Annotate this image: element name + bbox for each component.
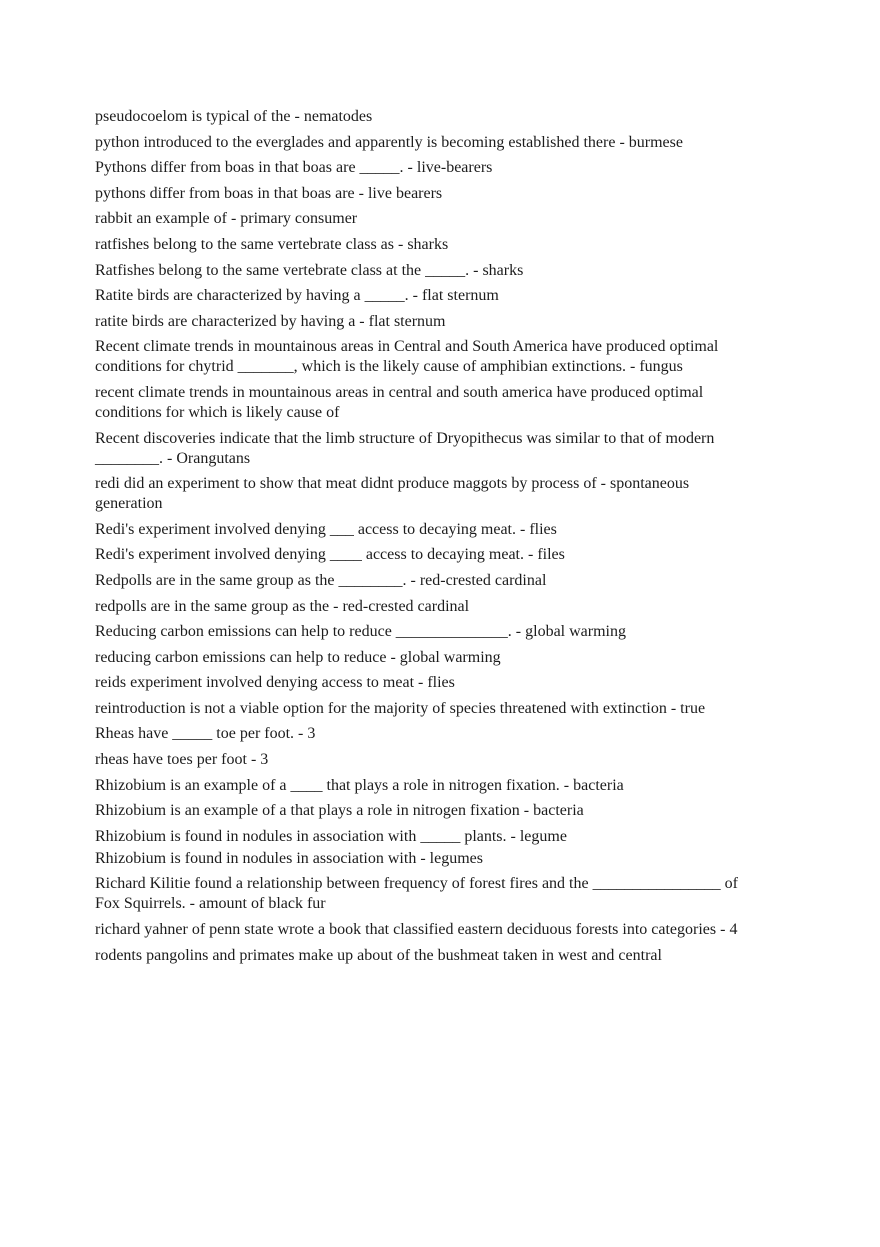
- flashcard-entry: rabbit an example of - primary consumer: [95, 210, 358, 228]
- flashcard-entry: reintroduction is not a viable option for the majority of species threatened with extinction - true: [95, 699, 706, 717]
- flashcard-entry: redi did an experiment to show that meat didnt produce maggots by process of - spontaneous generation: [95, 475, 690, 513]
- flashcard-entry: Recent discoveries indicate that the limb structure of Dryopithecus was similar to that of modern ________. - Orangutans: [95, 429, 715, 467]
- flashcard-entry: Rhizobium is an example of a ____ that plays a role in nitrogen fixation. - bacteria: [95, 776, 624, 794]
- flashcard-entry: Pythons differ from boas in that boas are _____. - live-bearers: [95, 159, 493, 177]
- flashcard-entry: reids experiment involved denying access to meat - flies: [95, 674, 455, 692]
- flashcard-entry: Rheas have _____ toe per foot. - 3: [95, 725, 316, 743]
- flashcard-entry: Redpolls are in the same group as the ________. - red-crested cardinal: [95, 571, 547, 589]
- flashcard-entry: Recent climate trends in mountainous areas in Central and South America have produced optimal conditions for chytrid _______, which is the likely cause of amphibian extinctions. - fungus: [95, 338, 719, 376]
- flashcard-entry: Ratite birds are characterized by having a _____. - flat sternum: [95, 287, 499, 305]
- flashcard-entry: Ratfishes belong to the same vertebrate class at the _____. - sharks: [95, 261, 524, 279]
- flashcard-entry: Reducing carbon emissions can help to reduce ______________. - global warming: [95, 623, 626, 641]
- flashcard-entry: python introduced to the everglades and apparently is becoming established there - burmese: [95, 133, 683, 151]
- flashcard-entry: Richard Kilitie found a relationship between frequency of forest fires and the ________________ of Fox Squirrels. - amount of black fur: [95, 875, 738, 913]
- flashcard-entry: redpolls are in the same group as the - red-crested cardinal: [95, 597, 470, 615]
- flashcard-entry: richard yahner of penn state wrote a book that classified eastern deciduous forests into categories - 4: [95, 921, 738, 939]
- flashcard-entry: ratfishes belong to the same vertebrate class as - sharks: [95, 235, 449, 253]
- flashcard-entry: Rhizobium is found in nodules in association with _____ plants. - legume: [95, 827, 567, 845]
- flashcard-entry: reducing carbon emissions can help to reduce - global warming: [95, 648, 501, 666]
- flashcard-entry: rodents pangolins and primates make up about of the bushmeat taken in west and central: [95, 946, 662, 964]
- flashcard-entry: Rhizobium is an example of a that plays a role in nitrogen fixation - bacteria: [95, 802, 584, 820]
- flashcard-entry: pythons differ from boas in that boas are - live bearers: [95, 184, 443, 202]
- flashcard-entry: Rhizobium is found in nodules in association with - legumes: [95, 849, 483, 867]
- flashcard-entry: pseudocoelom is typical of the - nematodes: [95, 108, 373, 125]
- flashcard-entry: ratite birds are characterized by having a - flat sternum: [95, 312, 446, 330]
- flashcard-entry: Redi's experiment involved denying ___ access to decaying meat. - flies: [95, 520, 557, 538]
- flashcard-entry: Redi's experiment involved denying ____ access to decaying meat. - files: [95, 546, 565, 564]
- flashcard-entry: recent climate trends in mountainous areas in central and south america have produced optimal conditions for which is likely cause of: [95, 383, 704, 421]
- flashcard-list: [95, 107, 745, 971]
- flashcard-entry: rheas have toes per foot - 3: [95, 751, 269, 769]
